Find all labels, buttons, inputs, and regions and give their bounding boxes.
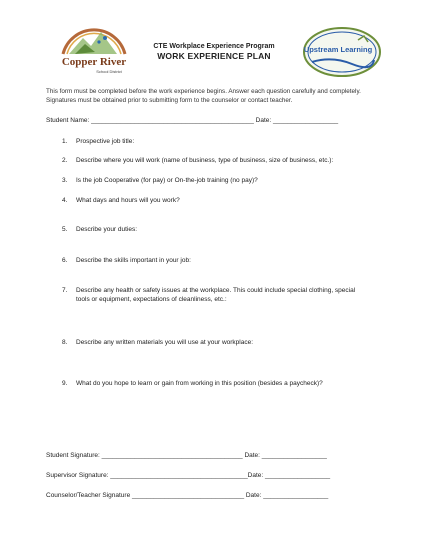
student-name-field[interactable]: Student Name: _____________________________________________ Date: __________________ (46, 117, 339, 124)
question-text: Describe any health or safety issues at the workplace. This could include special clothing, special tools or equipment, expectations of cleanliness, etc.: (76, 287, 356, 303)
page-title: WORK EXPERIENCE PLAN (157, 51, 271, 61)
question-number: 8. (62, 339, 68, 346)
question-number: 6. (62, 257, 68, 264)
question-number: 2. (62, 157, 68, 164)
program-name: CTE Workplace Experience Program (153, 43, 275, 50)
question-text: Describe the skills important in your job: (76, 257, 191, 264)
question-text: Describe any written materials you will use at your workplace: (76, 339, 254, 346)
logo-left-title: Copper River (61, 56, 127, 68)
document-header (130, 42, 298, 62)
question-number: 5. (62, 226, 68, 233)
question-text: What days and hours will you work? (76, 197, 180, 204)
student-signature-line[interactable]: Student Signature: _______________________________________ Date: __________________ (46, 452, 327, 459)
question-text: Is the job Cooperative (for pay) or On-the-job training (no pay)? (76, 177, 258, 184)
question-number: 3. (62, 177, 68, 184)
logo-right-title: Upstream Learning (303, 45, 373, 54)
question-number: 1. (62, 138, 68, 145)
supervisor-signature-line[interactable]: Supervisor Signature: ______________________________________Date: __________________ (46, 472, 331, 479)
question-number: 4. (62, 197, 68, 204)
question-number: 9. (62, 380, 68, 387)
instructions-text: This form must be completed before the work experience begins. Answer each question carefully and completely. Signatures must be obtained prior to submitting form to the counselor or contact teacher. (46, 88, 361, 104)
copper-river-logo (55, 14, 133, 78)
question-text: Describe where you will work (name of business, type of business, size of business, etc.): (76, 157, 334, 164)
logo-left-subtitle: School District (96, 69, 122, 74)
question-text: What do you hope to learn or gain from working in this position (besides a paycheck)? (76, 380, 323, 387)
question-text: Describe your duties: (76, 226, 138, 233)
counselor-signature-line[interactable]: Counselor/Teacher Signature _______________________________ Date: __________________ (46, 492, 329, 499)
question-text: Prospective job title: (76, 138, 135, 145)
upstream-learning-logo (302, 26, 382, 78)
question-number: 7. (62, 287, 68, 294)
